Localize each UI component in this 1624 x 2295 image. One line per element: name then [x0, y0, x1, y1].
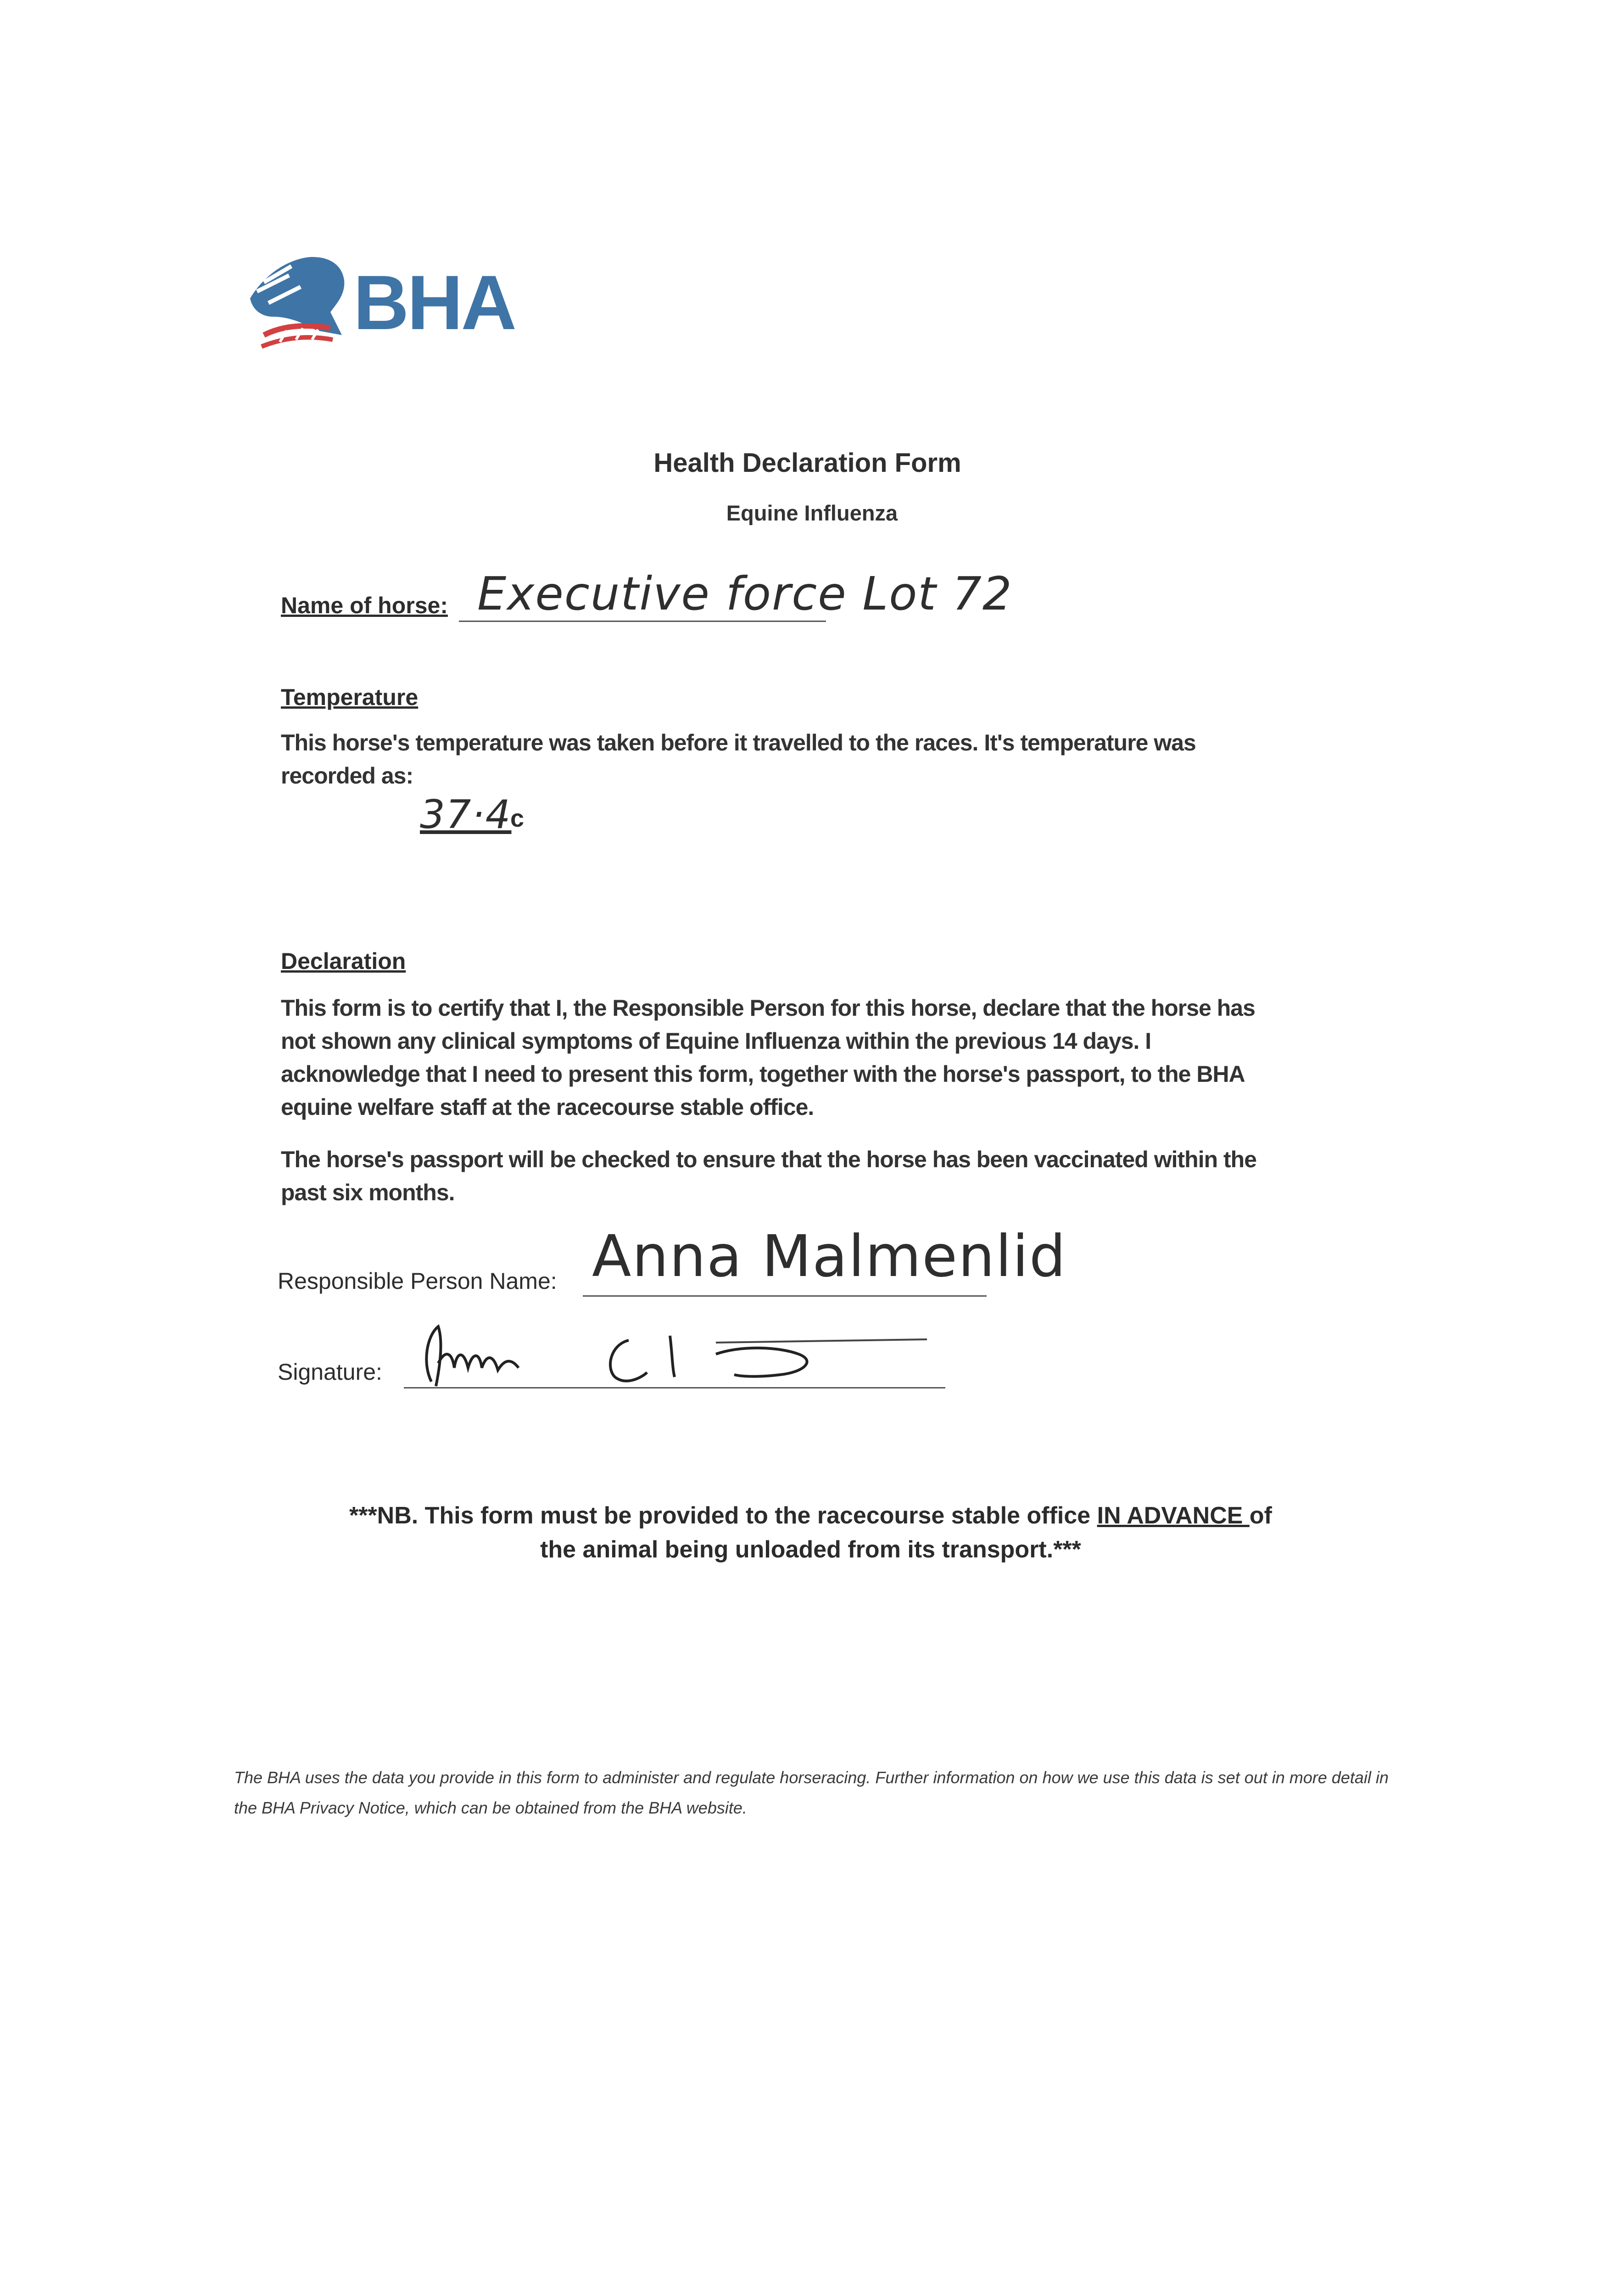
responsible-person-value: Anna Malmenlid: [592, 1223, 1067, 1290]
nb-emphasis: IN ADVANCE: [1097, 1502, 1250, 1529]
signature-image: [413, 1308, 941, 1400]
bha-logo-text: BHA: [353, 259, 515, 346]
temperature-text: This horse's temperature was taken before it travelled to the races. It's temperature was recorded as:: [281, 730, 1196, 789]
form-title: Health Declaration Form: [653, 448, 961, 478]
declaration-paragraph-1: This form is to certify that I, the Responsible Person for this horse, declare that the horse has not shown any clinical symptoms of Equine Influenza within the previous 14 days. I acknowledge that I need to present this form, together with the horse's passport, to the BHA equine welfare staff at the racecourse stable office.: [281, 995, 1255, 1120]
declaration-heading: Declaration: [281, 948, 406, 974]
responsible-person-line: [583, 1295, 987, 1297]
signature-label: Signature:: [278, 1359, 382, 1385]
temperature-heading: Temperature: [281, 684, 419, 710]
horse-name-line: [459, 621, 826, 622]
form-subtitle: Equine Influenza: [726, 501, 898, 525]
horse-name-value: Executive force Lot 72: [477, 567, 1013, 621]
temperature-unit: c: [510, 805, 525, 832]
privacy-footer: The BHA uses the data you provide in this form to administer and regulate horseracing. Further information on how we use this data is set out in more detail in the BHA Privacy Notice, which can be obtained from the BHA website.: [234, 1768, 1389, 1817]
nb-notice: ***NB. This form must be provided to the racecourse stable office IN ADVANCE of the animal being unloaded from its transport.***: [349, 1502, 1272, 1563]
temperature-value: 37·4: [420, 792, 512, 838]
responsible-person-label: Responsible Person Name:: [278, 1268, 557, 1294]
horse-name-label: Name of horse:: [281, 593, 448, 618]
declaration-paragraph-2: The horse's passport will be checked to ensure that the horse has been vaccinated within the past six months.: [281, 1147, 1257, 1205]
